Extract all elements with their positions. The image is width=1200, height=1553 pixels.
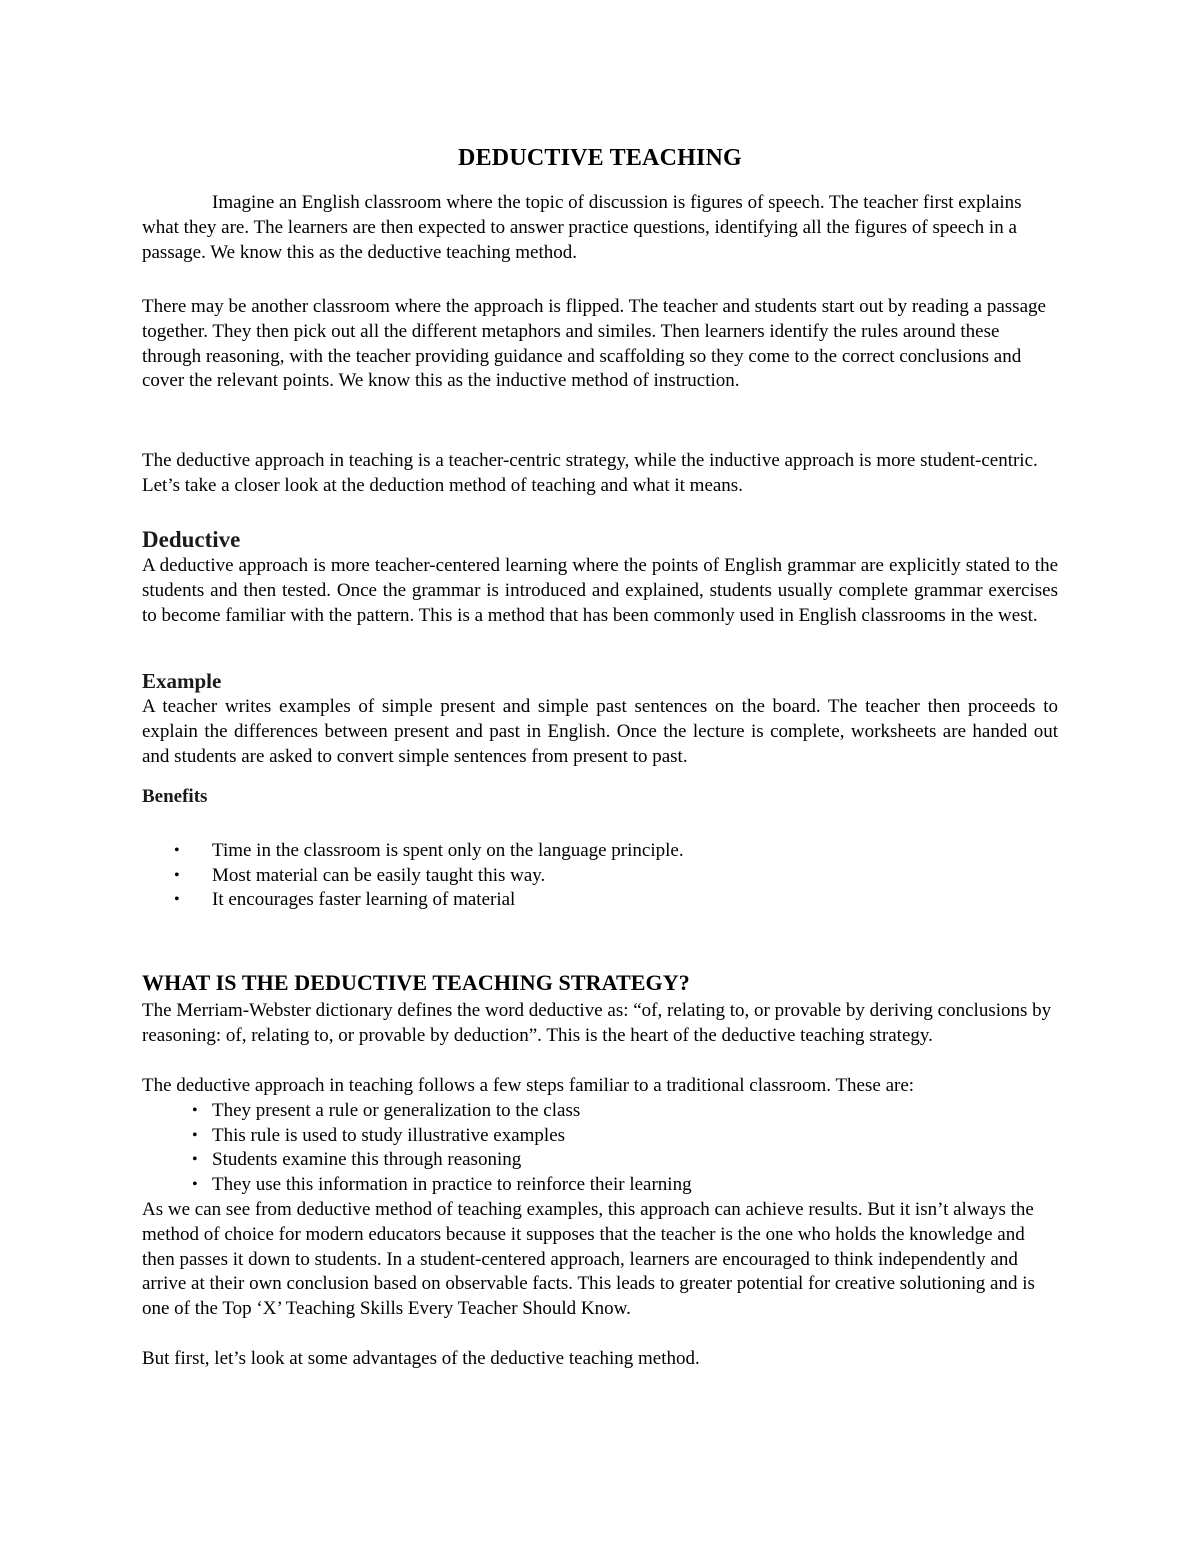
example-paragraph: A teacher writes examples of simple present and simple past sentences on the board. The teacher then proceeds to explain the differences between present and past in English. Once the lecture is complete, worksheets are handed out and students are asked to convert simple sentences from present to past.	[142, 696, 1058, 767]
list-item: • It encourages faster learning of material	[142, 888, 1058, 913]
benefits-list	[142, 839, 1058, 913]
list-item: • They use this information in practice to reinforce their learning	[142, 1173, 1058, 1198]
strategy-paragraph-4: But first, let’s look at some advantages of the deductive teaching method.	[142, 1348, 700, 1369]
list-item: • This rule is used to study illustrative examples	[142, 1124, 1058, 1149]
benefits-heading: Benefits	[142, 786, 208, 807]
bullet-icon: •	[174, 842, 180, 859]
list-item: • They present a rule or generalization to the class	[142, 1099, 1058, 1124]
bullet-icon: •	[174, 866, 180, 884]
list-item: • Time in the classroom is spent only on the language principle.	[142, 839, 1058, 864]
strategy-heading: WHAT IS THE DEDUCTIVE TEACHING STRATEGY?	[142, 970, 690, 995]
bullet-icon: •	[174, 891, 180, 908]
strategy-paragraph-3: As we can see from deductive method of teaching examples, this approach can achieve results. But it isn’t always the method of choice for modern educators because it supposes that the teacher is the one who holds the knowledge and then passes it down to students. In a student-centered approach, learners are encouraged to think independently and arrive at their own conclusion based on observable facts. This leads to greater potential for creative solutioning and is one of the Top ‘X’ Teaching Skills Every Teacher Should Know.	[142, 1199, 1035, 1320]
strategy-paragraph-1: The Merriam-Webster dictionary defines the word deductive as: “of, relating to, or provable by deriving conclusions by reasoning: of, relating to, or provable by deduction”. This is the heart of the deductive teaching strategy.	[142, 1000, 1052, 1046]
strategy-paragraph-2: The deductive approach in teaching follows a few steps familiar to a traditional classroom. These are:	[142, 1075, 915, 1096]
bullet-icon: •	[192, 1151, 198, 1168]
intro-paragraph-3: The deductive approach in teaching is a teacher-centric strategy, while the inductive approach is more student-centric. Let’s take a closer look at the deduction method of teaching and what it means.	[142, 450, 1038, 496]
example-heading: Example	[142, 669, 222, 693]
bullet-icon: •	[192, 1126, 198, 1144]
bullet-icon: •	[192, 1175, 198, 1193]
intro-paragraph-2: There may be another classroom where the approach is flipped. The teacher and students start out by reading a passage together. They then pick out all the different metaphors and similes. Then learners identify the rules around these through reasoning, with the teacher providing guidance and scaffolding so they come to the correct conclusions and cover the relevant points. We know this as the inductive method of instruction.	[142, 296, 1046, 392]
steps-list	[142, 1099, 1058, 1197]
document-page	[142, 0, 1058, 1553]
intro-paragraph-1: Imagine an English classroom where the topic of discussion is figures of speech. The teacher first explains what they are. The learners are then expected to answer practice questions, identifying all the figures of speech in a passage. We know this as the deductive teaching method.	[142, 192, 1022, 263]
bullet-icon: •	[192, 1102, 198, 1119]
list-item: • Most material can be easily taught this way.	[142, 864, 1058, 889]
list-item: • Students examine this through reasoning	[142, 1148, 1058, 1173]
deductive-heading: Deductive	[142, 527, 241, 552]
document-title: DEDUCTIVE TEACHING	[458, 145, 742, 171]
deductive-paragraph: A deductive approach is more teacher-centered learning where the points of English grammar are explicitly stated to the students and then tested. Once the grammar is introduced and explained, students usually complete grammar exercises to become familiar with the pattern. This is a method that has been commonly used in English classrooms in the west.	[142, 555, 1058, 626]
